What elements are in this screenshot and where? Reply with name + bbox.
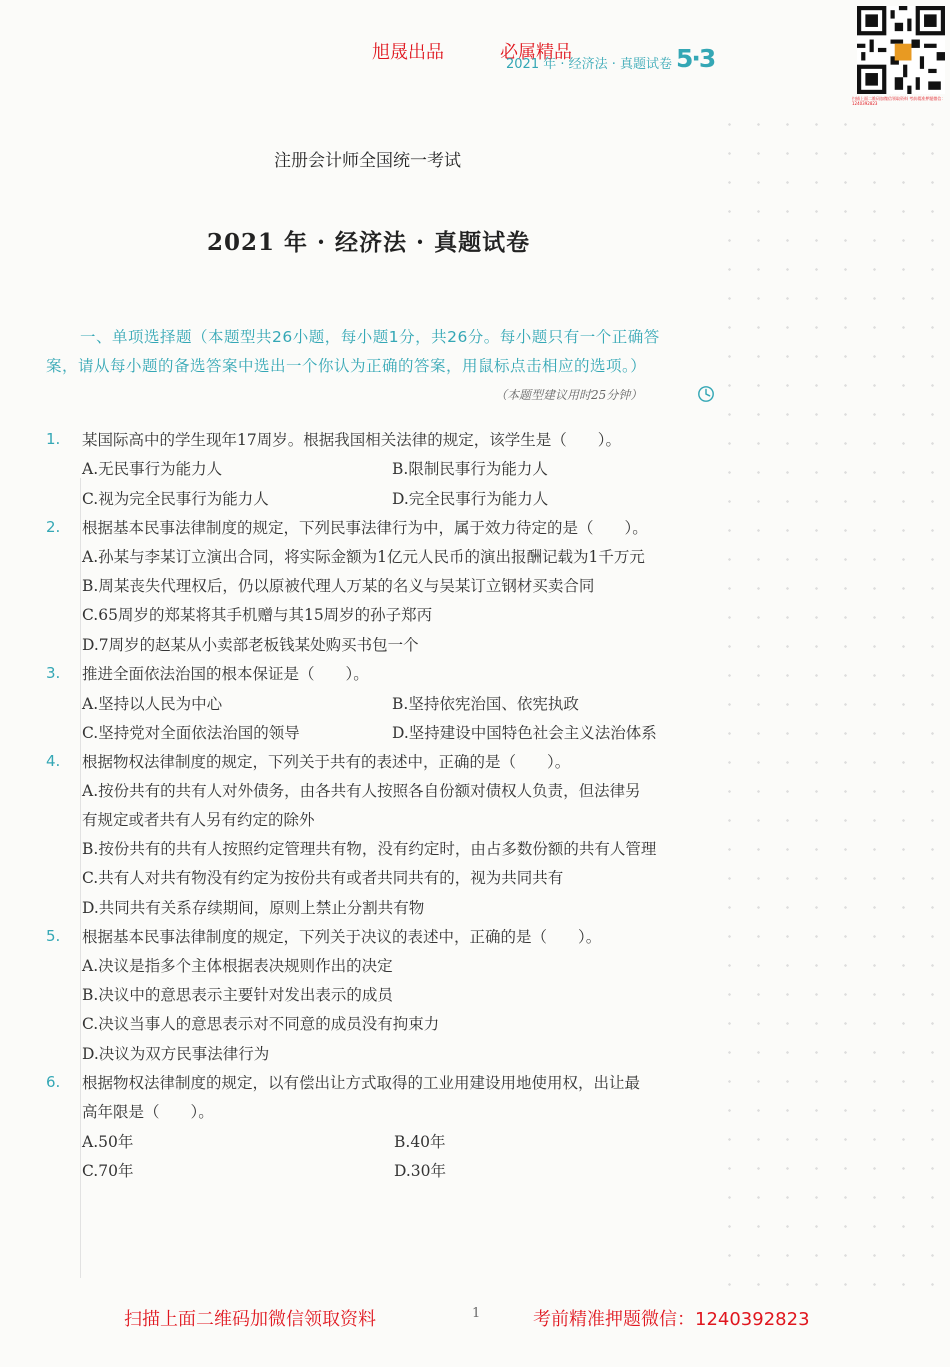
margin-rule: [80, 478, 81, 1278]
question-number: 2.: [46, 518, 61, 536]
option-c[interactable]: C.决议当事人的意思表示对不同意的成员没有拘束力: [82, 1015, 440, 1033]
section-heading-line2: 案，请从每小题的备选答案中选出一个你认为正确的答案，用鼠标点击相应的选项。）: [46, 357, 647, 375]
watermark-brand-left: 旭晟出品: [372, 42, 444, 63]
question-stem: 根据物权法律制度的规定，以有偿出让方式取得的工业用建设用地使用权，出让最: [82, 1074, 641, 1092]
clock-icon: [697, 385, 715, 403]
footer-promo-left: 扫描上面二维码加微信领取资料: [124, 1309, 376, 1330]
option-d[interactable]: D.坚持建设中国特色社会主义法治体系: [392, 724, 657, 742]
option-d[interactable]: D.30年: [394, 1162, 447, 1180]
logo-53: 5·3: [676, 44, 715, 73]
option-d[interactable]: D.7周岁的赵某从小卖部老板钱某处购买书包一个: [82, 636, 419, 654]
option-b[interactable]: B.坚持依宪治国、依宪执政: [392, 695, 579, 713]
option-c[interactable]: C.视为完全民事行为能力人: [82, 490, 269, 508]
option-a[interactable]: A.无民事行为能力人: [82, 460, 223, 478]
option-a[interactable]: A.决议是指多个主体根据表决规则作出的决定: [82, 957, 393, 975]
option-a[interactable]: A.坚持以人民为中心: [82, 695, 223, 713]
option-b[interactable]: B.限制民事行为能力人: [392, 460, 548, 478]
footer-promo-right: 考前精准押题微信：1240392823: [533, 1309, 810, 1330]
option-d[interactable]: D.共同共有关系存续期间，原则上禁止分割共有物: [82, 899, 425, 917]
question-stem: 推进全面依法治国的根本保证是（ ）。: [82, 665, 369, 683]
option-a[interactable]: A.按份共有的共有人对外债务，由各共有人按照各自份额对债权人负责，但法律另: [82, 782, 641, 800]
option-c[interactable]: C.70年: [82, 1162, 134, 1180]
option-d[interactable]: D.完全民事行为能力人: [392, 490, 549, 508]
paper-title: 2021 年 · 经济法 · 真题试卷: [207, 229, 531, 256]
option-c[interactable]: C.65周岁的郑某将其手机赠与其15周岁的孙子郑丙: [82, 606, 433, 624]
option-b[interactable]: B.周某丧失代理权后，仍以原被代理人万某的名义与吴某订立钢材买卖合同: [82, 577, 595, 595]
page-number: 1: [472, 1306, 481, 1321]
question-stem-continued: 高年限是（ ）。: [82, 1103, 214, 1121]
question-number: 3.: [46, 664, 61, 682]
question-number: 6.: [46, 1073, 61, 1091]
qr-caption: 扫描上面二维码加微信领取资料 考前精准押题微信：1240392823: [852, 96, 946, 106]
option-b[interactable]: B.决议中的意思表示主要针对发出表示的成员: [82, 986, 393, 1004]
qr-code-icon[interactable]: [857, 6, 945, 94]
question-stem: 根据基本民事法律制度的规定，下列民事法律行为中，属于效力待定的是（ ）。: [82, 519, 648, 537]
question-number: 4.: [46, 752, 61, 770]
question-stem: 某国际高中的学生现年17周岁。根据我国相关法律的规定，该学生是（ ）。: [82, 431, 621, 449]
question-number: 1.: [46, 430, 61, 448]
question-stem: 根据基本民事法律制度的规定，下列关于决议的表述中，正确的是（ ）。: [82, 928, 602, 946]
option-b[interactable]: B.40年: [394, 1133, 446, 1151]
dot-grid-background: [715, 110, 950, 1300]
time-hint: （本题型建议用时25分钟）: [495, 388, 643, 402]
option-a-continued[interactable]: 有规定或者共有人另有约定的除外: [82, 811, 315, 829]
question-stem: 根据物权法律制度的规定，下列关于共有的表述中，正确的是（ ）。: [82, 753, 571, 771]
option-b[interactable]: B.按份共有的共有人按照约定管理共有物，没有约定时，由占多数份额的共有人管理: [82, 840, 657, 858]
option-c[interactable]: C.共有人对共有物没有约定为按份共有或者共同共有的，视为共同共有: [82, 869, 564, 887]
exam-name: 注册会计师全国统一考试: [274, 151, 461, 171]
section-heading-line1: 一、单项选择题（本题型共26小题，每小题1分，共26分。每小题只有一个正确答: [80, 328, 660, 346]
watermark-brand-right: 必属精品: [500, 42, 572, 63]
option-a[interactable]: A.孙某与李某订立演出合同，将实际金额为1亿元人民币的演出报酬记载为1千万元: [82, 548, 645, 566]
question-number: 5.: [46, 927, 61, 945]
option-c[interactable]: C.坚持党对全面依法治国的领导: [82, 724, 300, 742]
option-d[interactable]: D.决议为双方民事法律行为: [82, 1045, 270, 1063]
option-a[interactable]: A.50年: [82, 1133, 134, 1151]
running-header-title: 2021 年 · 经济法 · 真题试卷: [506, 57, 673, 72]
